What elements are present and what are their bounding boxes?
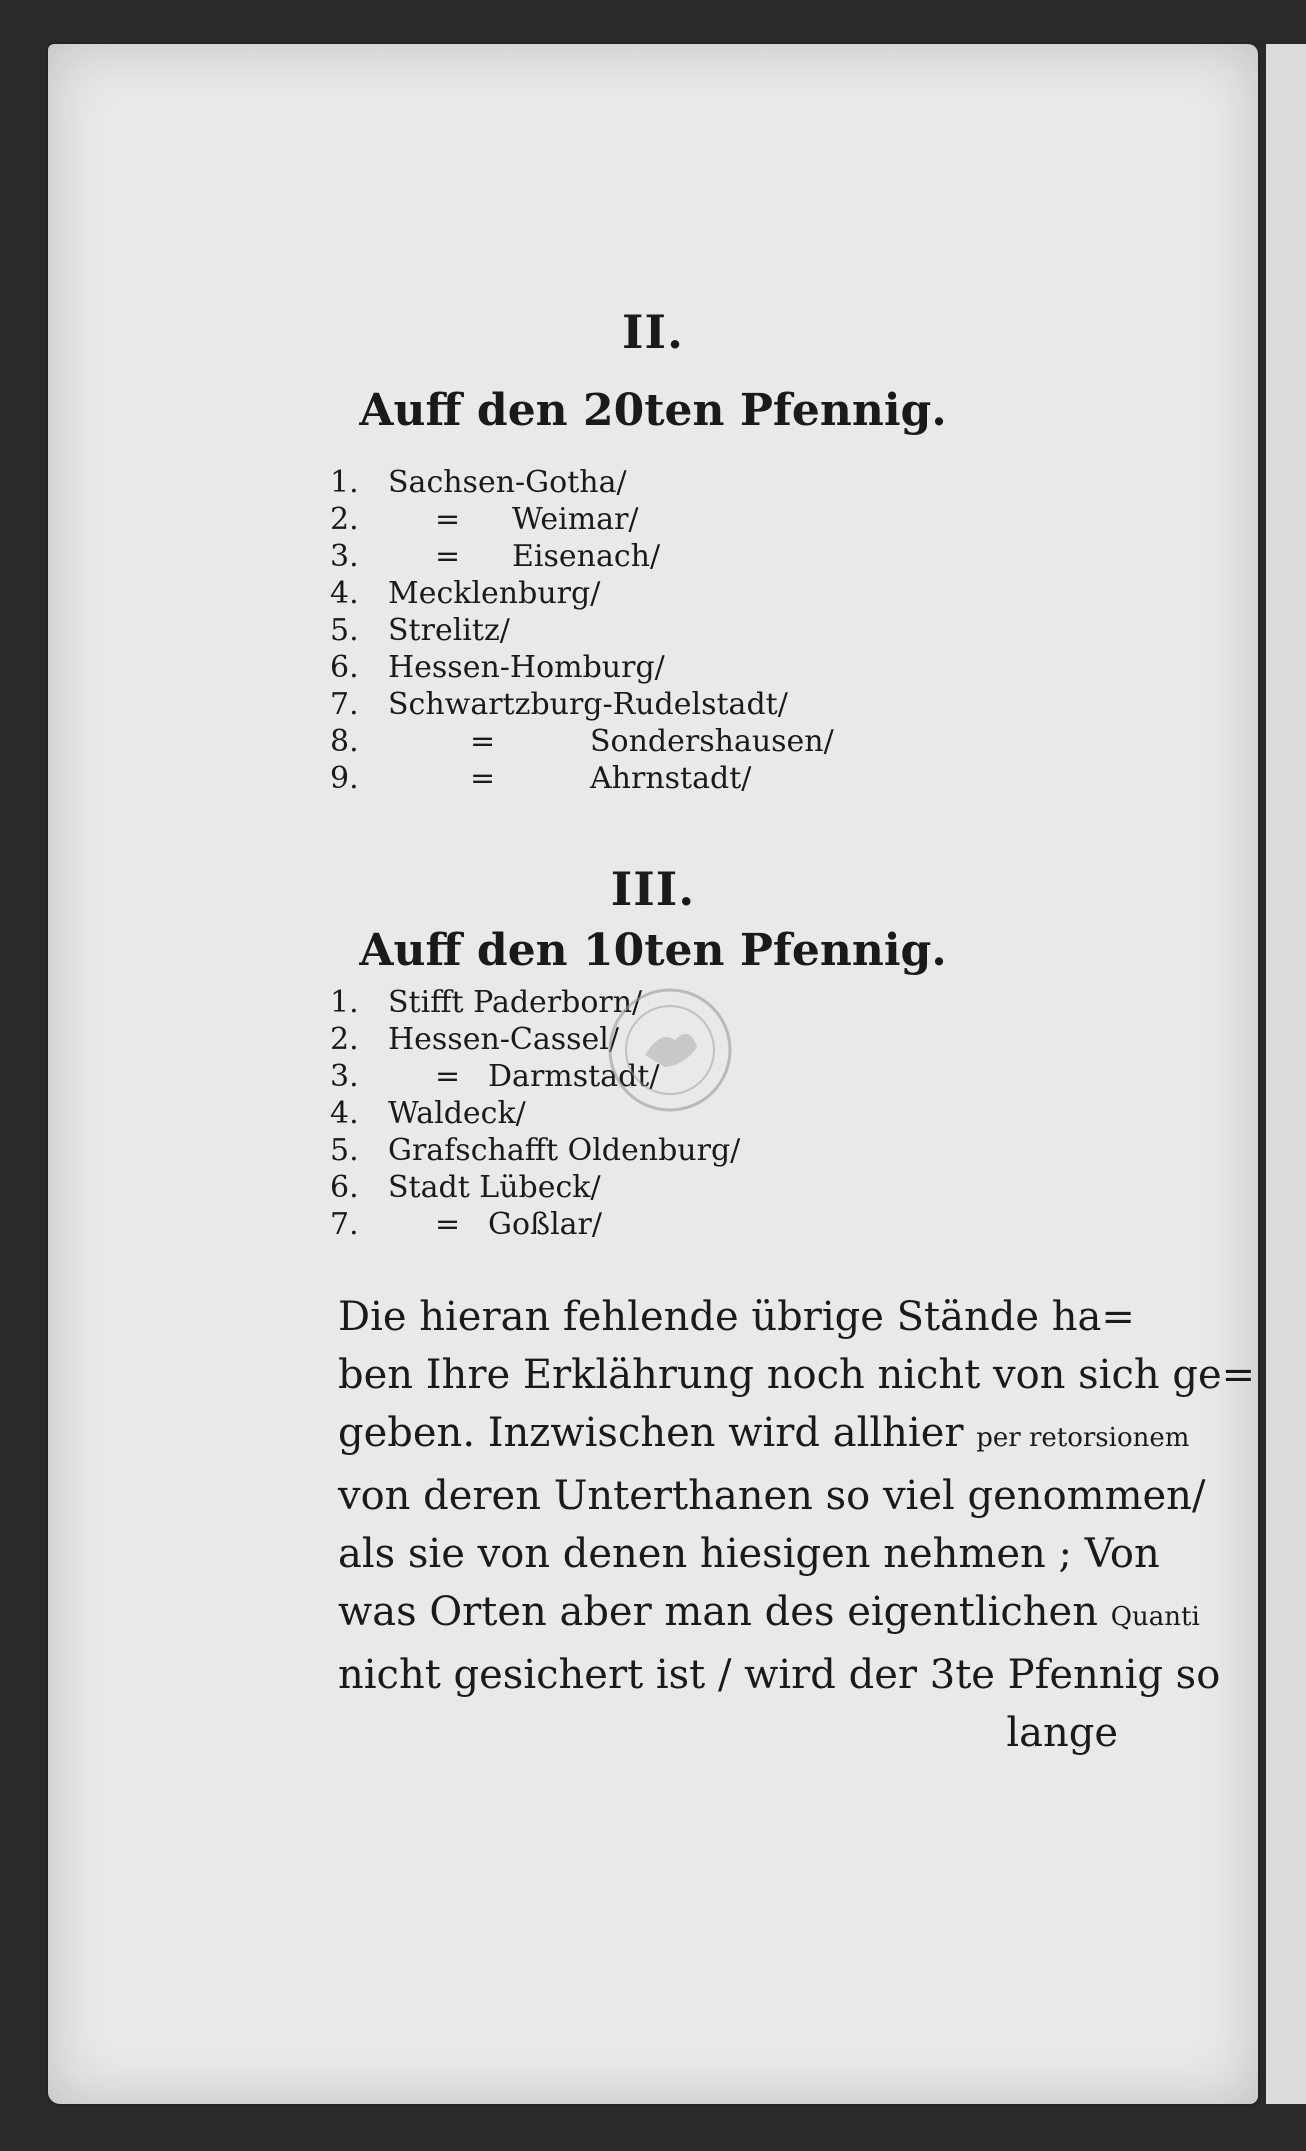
ditto-mark: =: [435, 502, 461, 537]
ditto-mark: =: [435, 1207, 461, 1242]
item-number: 3.: [330, 539, 359, 574]
ditto-mark: =: [435, 1059, 461, 1094]
item-number: 2.: [330, 502, 359, 537]
item-text: Ahrnstadt/: [590, 761, 752, 796]
item-number: 7.: [330, 1207, 359, 1242]
catchword: lange: [1006, 1710, 1118, 1756]
item-text: Weimar/: [512, 502, 639, 537]
body-text-run: geben. Inzwischen wird allhier: [338, 1410, 964, 1456]
body-line: von deren Unterthanen so viel genommen/: [338, 1473, 1206, 1519]
item-text: Goßlar/: [488, 1207, 602, 1242]
item-text: Stadt Lübeck/: [388, 1170, 601, 1205]
item-text: Mecklenburg/: [388, 576, 601, 611]
item-number: 5.: [330, 613, 359, 648]
item-number: 9.: [330, 761, 359, 796]
item-number: 1.: [330, 465, 359, 500]
ditto-mark: =: [435, 539, 461, 574]
item-text: Grafschafft Oldenburg/: [388, 1133, 741, 1168]
latin-term: Quanti: [1110, 1602, 1200, 1632]
item-number: 8.: [330, 724, 359, 759]
item-text: Hessen-Cassel/: [388, 1022, 620, 1057]
item-text: Hessen-Homburg/: [388, 650, 665, 685]
ditto-mark: =: [470, 761, 496, 796]
item-number: 2.: [330, 1022, 359, 1057]
body-line: als sie von denen hiesigen nehmen ; Von: [338, 1531, 1160, 1577]
item-text: Stifft Paderborn/: [388, 985, 643, 1020]
item-text: Eisenach/: [512, 539, 661, 574]
body-line: [338, 1404, 1190, 1467]
body-line: ben Ihre Erklährung noch nicht von sich ge=: [338, 1352, 1256, 1398]
item-text: Schwartzburg-Rudelstadt/: [388, 687, 788, 722]
item-text: Strelitz/: [388, 613, 510, 648]
library-stamp-icon: [605, 985, 735, 1115]
item-number: 3.: [330, 1059, 359, 1094]
section-2-numeral: II.: [621, 305, 685, 359]
item-number: 5.: [330, 1133, 359, 1168]
body-text-run: was Orten aber man des eigentlichen: [338, 1589, 1098, 1635]
body-line: [338, 1583, 1200, 1646]
ditto-mark: =: [470, 724, 496, 759]
item-number: 4.: [330, 576, 359, 611]
item-text: Darmstadt/: [488, 1059, 660, 1094]
section-3-title: Auff den 10ten Pfennig.: [359, 925, 947, 976]
item-number: 1.: [330, 985, 359, 1020]
item-text: Sachsen-Gotha/: [388, 465, 627, 500]
section-3-numeral: III.: [610, 862, 696, 916]
body-line: Die hieran fehlende übrige Stände ha=: [338, 1294, 1135, 1340]
body-paragraph: [338, 1288, 1256, 1762]
section-2-title: Auff den 20ten Pfennig.: [359, 385, 947, 436]
latin-term: per retorsionem: [976, 1423, 1190, 1453]
item-text: Waldeck/: [388, 1096, 526, 1131]
item-number: 7.: [330, 687, 359, 722]
item-number: 6.: [330, 650, 359, 685]
item-number: 4.: [330, 1096, 359, 1131]
item-text: Sondershausen/: [590, 724, 834, 759]
item-number: 6.: [330, 1170, 359, 1205]
body-line: nicht gesichert ist / wird der 3te Pfennig so: [338, 1652, 1221, 1698]
